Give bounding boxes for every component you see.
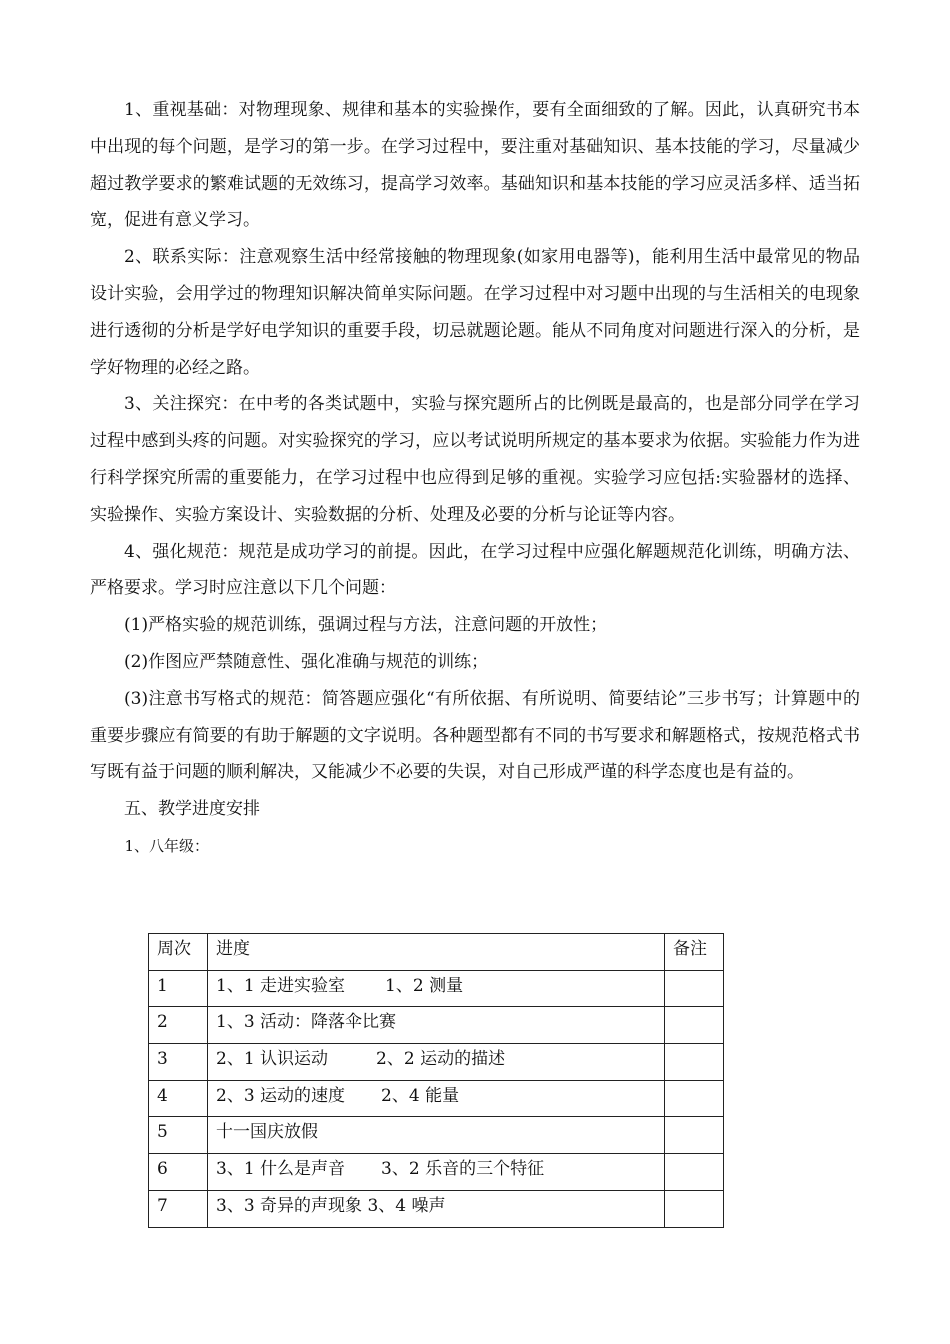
progress-b: 2、2 运动的描述 — [376, 1049, 506, 1070]
header-progress: 进度 — [208, 934, 665, 971]
list-item-3: (3)注意书写格式的规范：简答题应强化“有所依据、有所说明、简要结论”三步书写；计算题中的重要步骤应有简要的有助于解题的文字说明。各种题型都有不同的书写要求和解题格式，按规范格式书写既有益于问题的顺利解决，又能减少不必要的失误，对自己形成严谨的科学态度也是有益的。 — [90, 688, 860, 783]
progress-a: 十一国庆放假 — [216, 1122, 318, 1143]
cell-week: 3 — [149, 1044, 208, 1081]
table-row — [149, 1190, 724, 1227]
cell-note — [665, 1190, 724, 1227]
paragraph-basics: 1、重视基础：对物理现象、规律和基本的实验操作，要有全面细致的了解。因此，认真研究书本中出现的每个问题，是学习的第一步。在学习过程中，要注重对基础知识、基本技能的学习，尽量减少超过教学要求的繁难试题的无效练习，提高学习效率。基础知识和基本技能的学习应灵活多样、适当拓宽，促进有意义学习。 — [90, 100, 860, 231]
table-row — [149, 1117, 724, 1154]
cell-progress — [208, 1117, 665, 1154]
cell-week: 7 — [149, 1190, 208, 1227]
cell-progress — [208, 1007, 665, 1044]
cell-week: 1 — [149, 970, 208, 1007]
header-note: 备注 — [665, 934, 724, 971]
progress-a: 2、1 认识运动 — [216, 1049, 329, 1070]
grade-label: 1、八年级： — [124, 836, 210, 855]
paragraph-practice: 2、联系实际：注意观察生活中经常接触的物理现象(如家用电器等)，能利用生活中最常见的物品设计实验，会用学过的物理知识解决简单实际问题。在学习过程中对习题中出现的与生活相关的电现象进行透彻的分析是学好电学知识的重要手段，切忌就题论题。能从不同角度对问题进行深入的分析，是学好物理的必经之路。 — [90, 247, 860, 378]
progress-a: 3、3 奇异的声现象 3、4 噪声 — [216, 1195, 446, 1216]
cell-note — [665, 1154, 724, 1191]
schedule-table — [148, 933, 724, 1228]
header-week: 周次 — [149, 934, 208, 971]
document-body — [90, 92, 860, 864]
progress-a: 1、1 走进实验室 — [216, 975, 346, 996]
table-row — [149, 1080, 724, 1117]
cell-week: 2 — [149, 1007, 208, 1044]
cell-progress — [208, 970, 665, 1007]
table-row — [149, 1154, 724, 1191]
table-row — [149, 1044, 724, 1081]
cell-progress — [208, 1190, 665, 1227]
table-header-row — [149, 934, 724, 971]
progress-a: 3、1 什么是声音 — [216, 1159, 346, 1180]
cell-note — [665, 970, 724, 1007]
progress-b: 3、2 乐音的三个特征 — [381, 1159, 545, 1180]
cell-note — [665, 1117, 724, 1154]
table-row — [149, 1007, 724, 1044]
cell-progress — [208, 1080, 665, 1117]
table-row — [149, 970, 724, 1007]
list-item-2: (2)作图应严禁随意性、强化准确与规范的训练； — [124, 651, 489, 672]
list-item-1: (1)严格实验的规范训练，强调过程与方法，注意问题的开放性； — [124, 615, 608, 636]
section-heading: 五、教学进度安排 — [124, 799, 260, 820]
cell-note — [665, 1007, 724, 1044]
paragraph-standards: 4、强化规范：规范是成功学习的前提。因此，在学习过程中应强化解题规范化训练，明确方法、严格要求。学习时应注意以下几个问题： — [90, 541, 860, 599]
cell-progress — [208, 1154, 665, 1191]
cell-note — [665, 1044, 724, 1081]
cell-week: 5 — [149, 1117, 208, 1154]
progress-a: 1、3 活动：降落伞比赛 — [216, 1012, 397, 1033]
cell-week: 4 — [149, 1080, 208, 1117]
paragraph-inquiry: 3、关注探究：在中考的各类试题中，实验与探究题所占的比例既是最高的，也是部分同学在学习过程中感到头疼的问题。对实验探究的学习，应以考试说明所规定的基本要求为依据。实验能力作为进行科学探究所需的重要能力，在学习过程中也应得到足够的重视。实验学习应包括:实验器材的选择、实验操作、实验方案设计、实验数据的分析、处理及必要的分析与论证等内容。 — [90, 394, 860, 525]
progress-b: 1、2 测量 — [385, 975, 464, 996]
progress-a: 2、3 运动的速度 — [216, 1085, 346, 1106]
cell-progress — [208, 1044, 665, 1081]
cell-week: 6 — [149, 1154, 208, 1191]
progress-b: 2、4 能量 — [381, 1085, 460, 1106]
cell-note — [665, 1080, 724, 1117]
